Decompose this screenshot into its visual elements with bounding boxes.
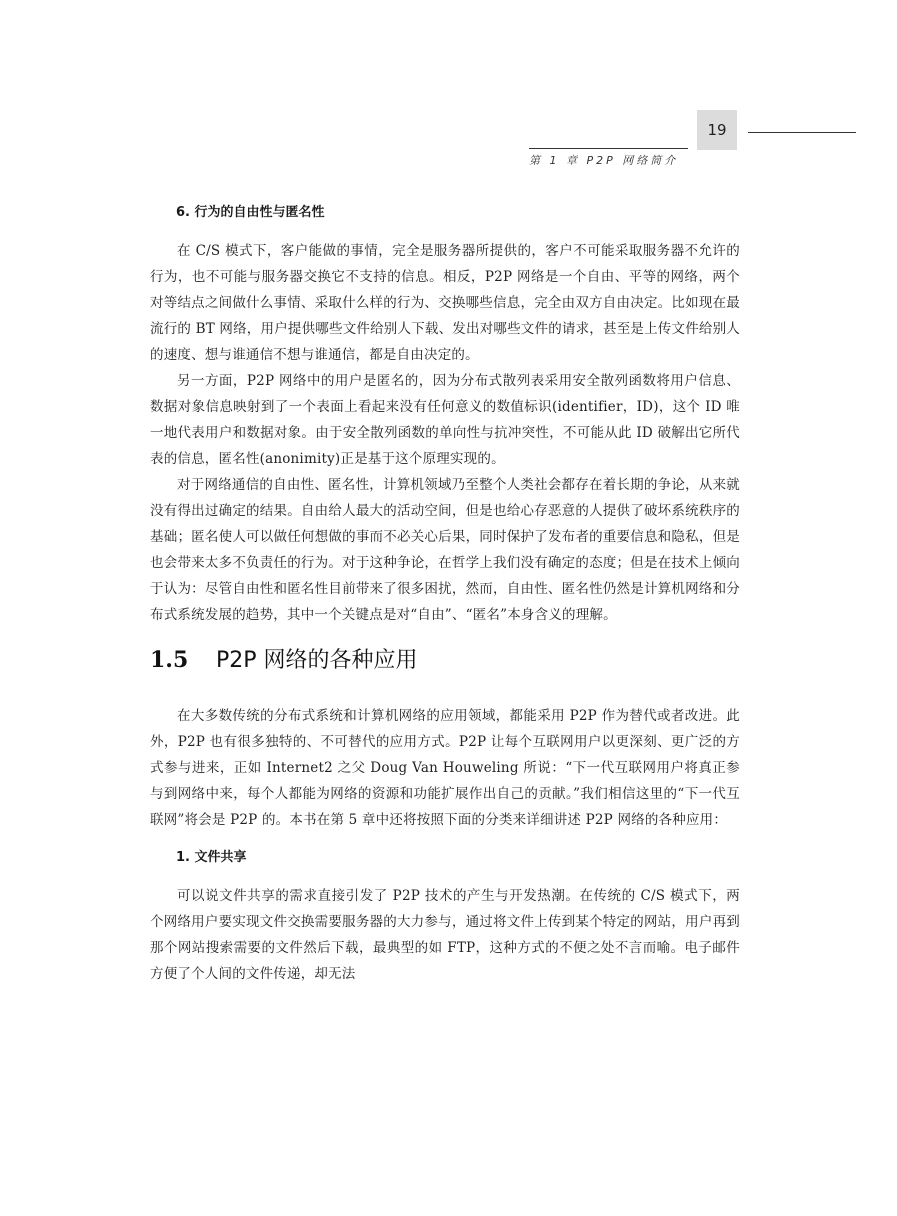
page-number [697, 110, 737, 150]
section-title: P2P 网络的各种应用 [216, 648, 418, 673]
paragraph: 可以说文件共享的需求直接引发了 P2P 技术的产生与开发热潮。在传统的 C/S 模式下，两个网络用户要实现文件交换需要服务器的大力参与，通过将文件上传到某个特定的网站，用户再到那个网站搜索需要的文件然后下载，最典型的如 FTP，这种方式的不便之处不言而喻。电子邮件方便了个人间的文件传递，却无法 [150, 888, 740, 982]
paragraph: 对于网络通信的自由性、匿名性，计算机领域乃至整个人类社会都存在着长期的争论，从来就没有得出过确定的结果。自由给人最大的活动空间，但是也给心存恶意的人提供了破坏系统秩序的基础；匿名使人可以做任何想做的事而不必关心后果，同时保护了发布者的重要信息和隐私，但是也会带来太多不负责任的行为。对于这种争论，在哲学上我们没有确定的态度；但是在技术上倾向于认为：尽管自由性和匿名性目前带来了很多困扰，然而，自由性、匿名性仍然是计算机网络和分布式系统发展的趋势，其中一个关键点是对“自由”、“匿名”本身含义的理解。 [150, 477, 740, 623]
subheading-1: 1. 文件共享 [176, 850, 247, 865]
header-rule-left [529, 148, 688, 149]
page-number-text: 19 [707, 121, 727, 139]
paragraph: 在大多数传统的分布式系统和计算机网络的应用领域，都能采用 P2P 作为替代或者改进。此外，P2P 也有很多独特的、不可替代的应用方式。P2P 让每个互联网用户以更深刻、更广泛的方式参与进来，正如 Internet2 之父 Doug Van Houweling 所说：“下一代互联网用户将真正参与到网络中来，每个人都能为网络的资源和功能扩展作出自己的贡献。”我们相信这里的“下一代互联网”将会是 P2P 的。本书在第 5 章中还将按照下面的分类来详细讲述 P2P 网络的各种应用： [150, 708, 740, 828]
paragraph: 在 C/S 模式下，客户能做的事情，完全是服务器所提供的，客户不可能采取服务器不允许的行为，也不可能与服务器交换它不支持的信息。相反，P2P 网络是一个自由、平等的网络，两个对等结点之间做什么事情、采取什么样的行为、交换哪些信息，完全由双方自由决定。比如现在最流行的 BT 网络，用户提供哪些文件给别人下载、发出对哪些文件的请求，甚至是上传文件给别人的速度、想与谁通信不想与谁通信，都是自由决定的。 [150, 243, 741, 363]
section-number: 1.5 [150, 647, 189, 673]
subheading-6: 6. 行为的自由性与匿名性 [176, 205, 325, 220]
header-rule-right [748, 132, 856, 133]
paragraph: 另一方面，P2P 网络中的用户是匿名的，因为分布式散列表采用安全散列函数将用户信息、数据对象信息映射到了一个表面上看起来没有任何意义的数值标识(identifier，ID)，这个 ID 唯一地代表用户和数据对象。由于安全散列函数的单向性与抗冲突性，不可能从此 ID 破解出它所代表的信息，匿名性(anonimity)正是基于这个原理实现的。 [150, 373, 740, 467]
section-heading [150, 640, 740, 681]
page-body [150, 200, 740, 987]
running-head: 第 1 章 P2P 网络简介 [529, 154, 679, 167]
